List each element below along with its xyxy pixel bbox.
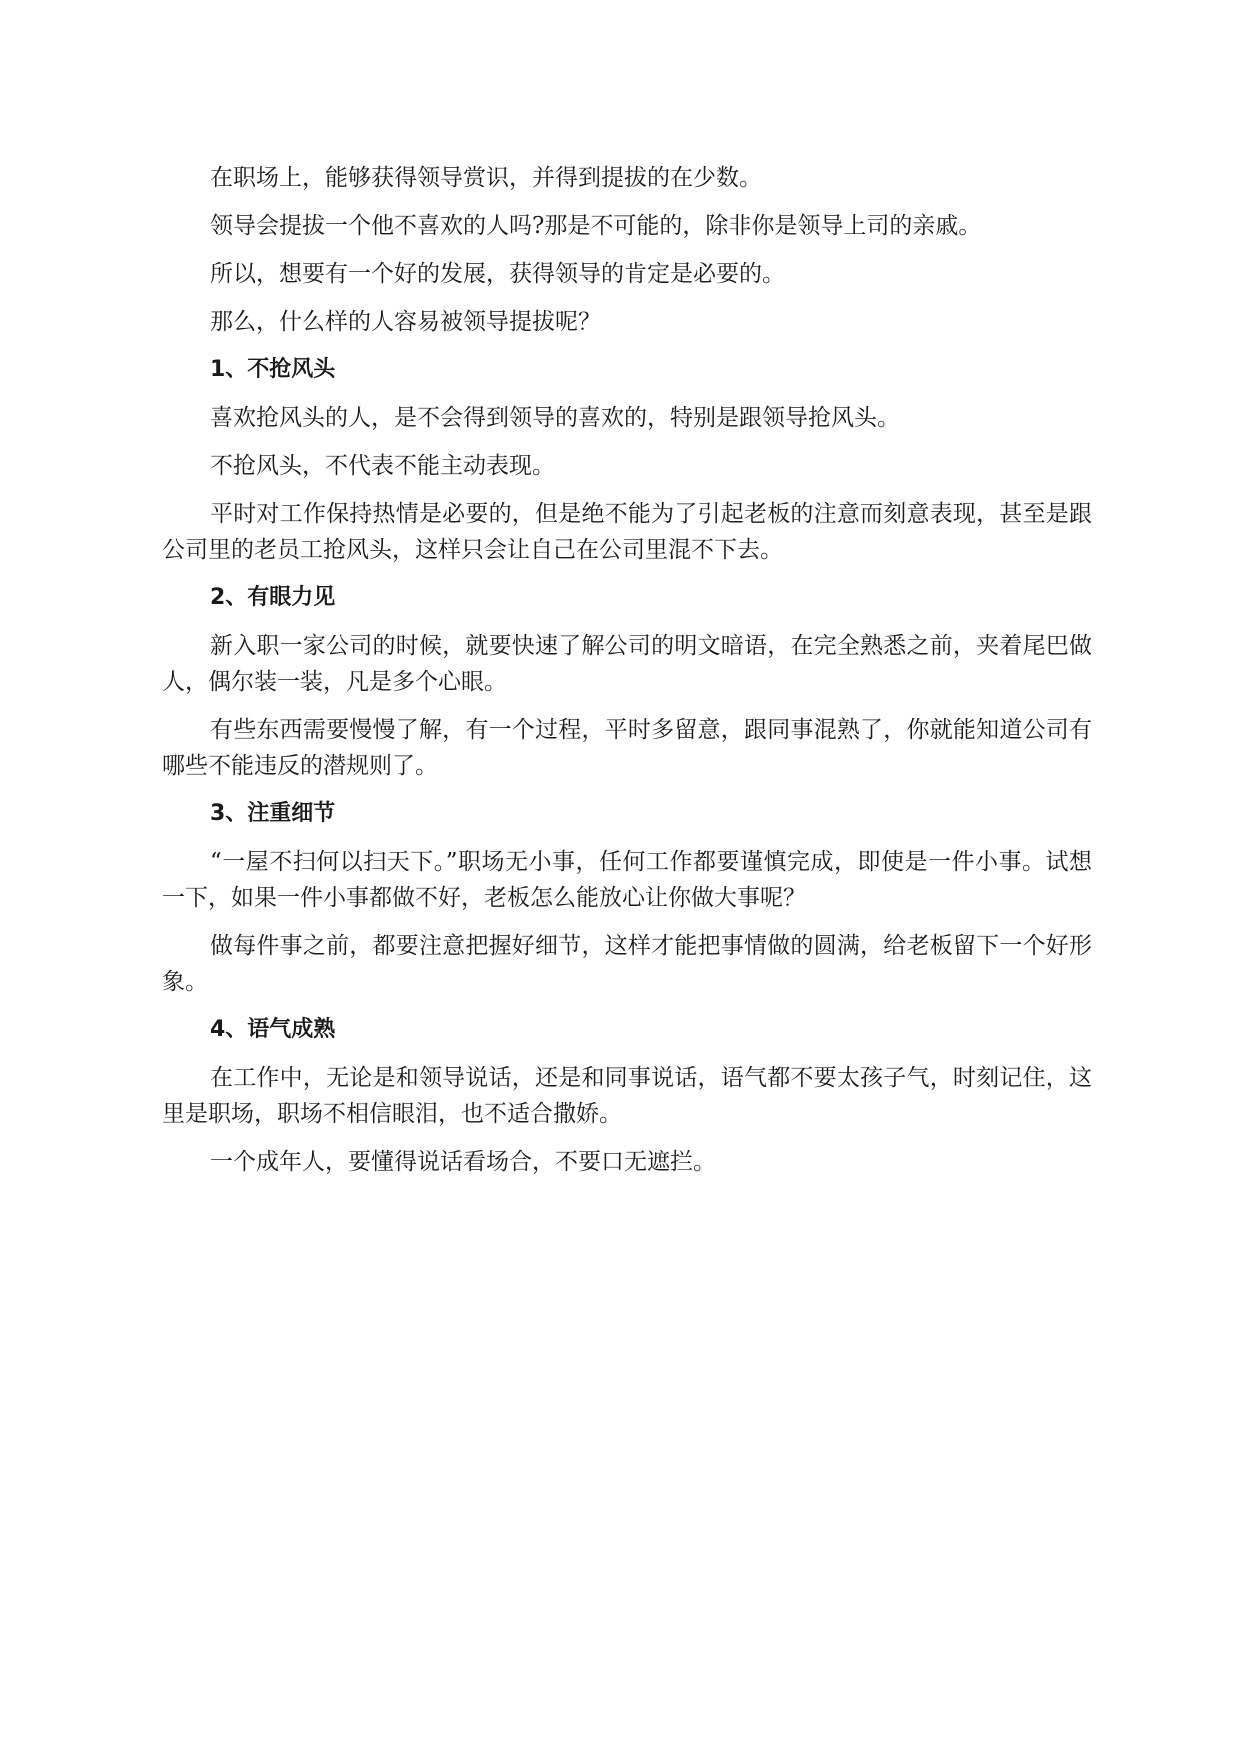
section-heading: 2、有眼力见	[210, 585, 336, 610]
section-heading: 1、不抢风头	[210, 357, 336, 382]
paragraph: 平时对工作保持热情是必要的，但是绝不能为了引起老板的注意而刻意表现，甚至是跟公司里的老员工抢风头，这样只会让自己在公司里混不下去。	[162, 501, 1092, 563]
paragraph: 喜欢抢风头的人，是不会得到领导的喜欢的，特别是跟领导抢风头。	[210, 405, 900, 431]
paragraph: 不抢风头，不代表不能主动表现。	[210, 453, 555, 479]
paragraph: 那么，什么样的人容易被领导提拔呢？	[210, 309, 601, 335]
paragraph: 所以，想要有一个好的发展，获得领导的肯定是必要的。	[210, 261, 785, 287]
paragraph: 新入职一家公司的时候，就要快速了解公司的明文暗语，在完全熟悉之前，夹着尾巴做人，偶尔装一装，凡是多个心眼。	[162, 633, 1092, 695]
paragraph: 在职场上，能够获得领导赏识，并得到提拔的在少数。	[210, 165, 762, 191]
paragraph: “一屋不扫何以扫天下。”职场无小事，任何工作都要谨慎完成，即使是一件小事。试想一下，如果一件小事都做不好，老板怎么能放心让你做大事呢？	[162, 849, 1092, 911]
paragraph: 领导会提拔一个他不喜欢的人吗?那是不可能的，除非你是领导上司的亲戚。	[210, 213, 982, 239]
section-heading: 4、语气成熟	[210, 1017, 336, 1042]
paragraph: 做每件事之前，都要注意把握好细节，这样才能把事情做的圆满，给老板留下一个好形象。	[162, 933, 1092, 995]
paragraph: 在工作中，无论是和领导说话，还是和同事说话，语气都不要太孩子气，时刻记住，这里是职场，职场不相信眼泪，也不适合撒娇。	[162, 1065, 1092, 1127]
paragraph: 一个成年人，要懂得说话看场合，不要口无遮拦。	[210, 1149, 716, 1175]
document-page	[162, 160, 1092, 1192]
paragraph: 有些东西需要慢慢了解，有一个过程，平时多留意，跟同事混熟了，你就能知道公司有哪些不能违反的潜规则了。	[162, 717, 1092, 779]
section-heading: 3、注重细节	[210, 801, 336, 826]
